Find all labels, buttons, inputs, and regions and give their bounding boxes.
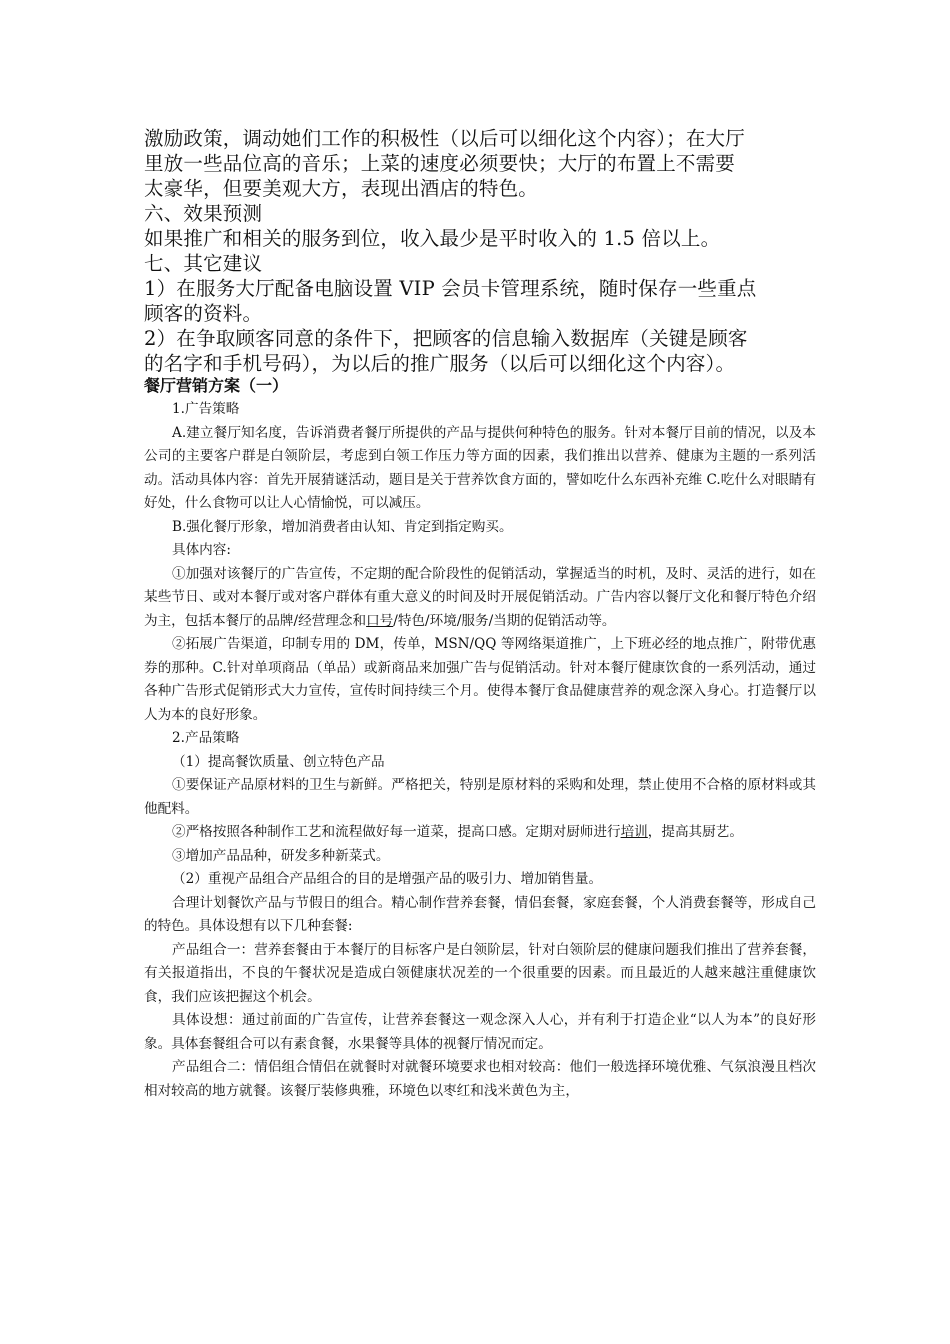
intro-line: 的名字和手机号码），为以后的推广服务（以后可以细化这个内容）。 (144, 352, 736, 375)
section-heading-six: 六、效果预测 (144, 202, 263, 225)
intro-block (144, 126, 824, 376)
heading-ad-strategy: 1.广告策略 (172, 401, 240, 417)
text-span: /特色/环境/服务/当期的促销活动等。 (393, 612, 616, 629)
intro-line: 激励政策，调动她们工作的积极性（以后可以细化这个内容）；在大厅 (144, 127, 745, 150)
subheading: （1）提高餐饮质量、创立特色产品 (172, 753, 385, 770)
text-span: ②严格按照各种制作工艺和流程做好每一道菜，提高口感。定期对厨师进行 (172, 824, 621, 840)
text-span: ①加强对该餐厅的广告宣传，不定期的配合阶段性的促销活动，掌握适当的时机，及时、灵活的进行，如在某些节日、或对本餐厅或对客户群体有重大意义的时间及时开展促销活动。广告内容以餐厅文化和餐厅特色介绍为主，包括本餐厅的品牌/经营理念和 (144, 565, 816, 629)
intro-line: 里放一些品位高的音乐；上菜的速度必须要快；大厅的布置上不需要 (144, 152, 736, 175)
intro-line: 1）在服务大厅配备电脑设置 VIP 会员卡管理系统，随时保存一些重点 (144, 277, 757, 300)
paragraph: ②拓展广告渠道，印制专用的 DM，传单，MSN/QQ 等网络渠道推广，上下班必经的地点推广，附带优惠券的那种。C.针对单项商品（单品）或新商品来加强广告与促销活动。针对本餐厅健康饮食的一系列活动，通过各种广告形式促销形式大力宣传，宣传时间持续三个月。使得本餐厅食品健康营养的观念深入身心。打造餐厅以人为本的良好形象。 (144, 636, 816, 723)
paragraph: 产品组合一：营养套餐由于本餐厅的目标客户是白领阶层，针对白领阶层的健康问题我们推出了营养套餐，有关报道指出，不良的午餐状况是造成白领健康状况差的一个很重要的因素。而且最近的人越来越注重健康饮食，我们应该把握这个机会。 (144, 941, 816, 1005)
paragraph (144, 563, 816, 634)
intro-line: 2）在争取顾客同意的条件下，把顾客的信息输入数据库（关键是顾客 (144, 327, 748, 350)
heading-product-strategy: 2.产品策略 (172, 730, 240, 746)
intro-line: 如果推广和相关的服务到位，收入最少是平时收入的 1.5 倍以上。 (144, 227, 721, 250)
underlined-link[interactable]: 口号 (366, 612, 394, 629)
text-span: ，提高其厨艺。 (647, 824, 743, 840)
paragraph: A.建立餐厅知名度，告诉消费者餐厅所提供的产品与提供何种特色的服务。针对本餐厅目前的情况，以及本公司的主要客户群是白领阶层，考虑到白领工作压力等方面的因素，我们推出以营养、健康为主题的一系列活动。活动具体内容：首先开展猜谜活动，题目是关于营养饮食方面的，譬如吃什么东西补充维 C.吃什么对眼睛有好处，什么食物可以让人心情愉悦，可以减压。 (144, 424, 816, 511)
intro-line: 太豪华，但要美观大方，表现出酒店的特色。 (144, 177, 539, 200)
paragraph: 产品组合二：情侣组合情侣在就餐时对就餐环境要求也相对较高：他们一般选择环境优雅、气氛浪漫且档次相对较高的地方就餐。该餐厅装修典雅，环境色以枣红和浅米黄色为主， (144, 1059, 816, 1099)
paragraph: 具体内容: (172, 542, 231, 558)
body-text (144, 398, 816, 1103)
subheading: （2）重视产品组合产品组合的目的是增强产品的吸引力、增加销售量。 (172, 871, 603, 887)
section-heading-seven: 七、其它建议 (144, 252, 263, 275)
paragraph: ①要保证产品原材料的卫生与新鲜。严格把关，特别是原材料的采购和处理，禁止使用不合格的原材料或其他配料。 (144, 777, 816, 817)
intro-line: 顾客的资料。 (144, 302, 263, 325)
paragraph: ③增加产品品种，研发多种新菜式。 (172, 847, 390, 864)
paragraph: 合理计划餐饮产品与节假日的组合。精心制作营养套餐，情侣套餐，家庭套餐，个人消费套餐等，形成自己的特色。具体设想有以下几种套餐: (144, 894, 816, 934)
paragraph (144, 821, 816, 845)
page-title: 餐厅营销方案（一） (144, 376, 289, 395)
paragraph: B.强化餐厅形象，增加消费者由认知、肯定到指定购买。 (172, 518, 513, 535)
paragraph: 具体设想：通过前面的广告宣传，让营养套餐这一观念深入人心，并有利于打造企业“以人为本”的良好形象。具体套餐组合可以有素食餐，水果餐等具体的视餐厅情况而定。 (144, 1012, 816, 1052)
underlined-link[interactable]: 培训 (620, 824, 648, 840)
